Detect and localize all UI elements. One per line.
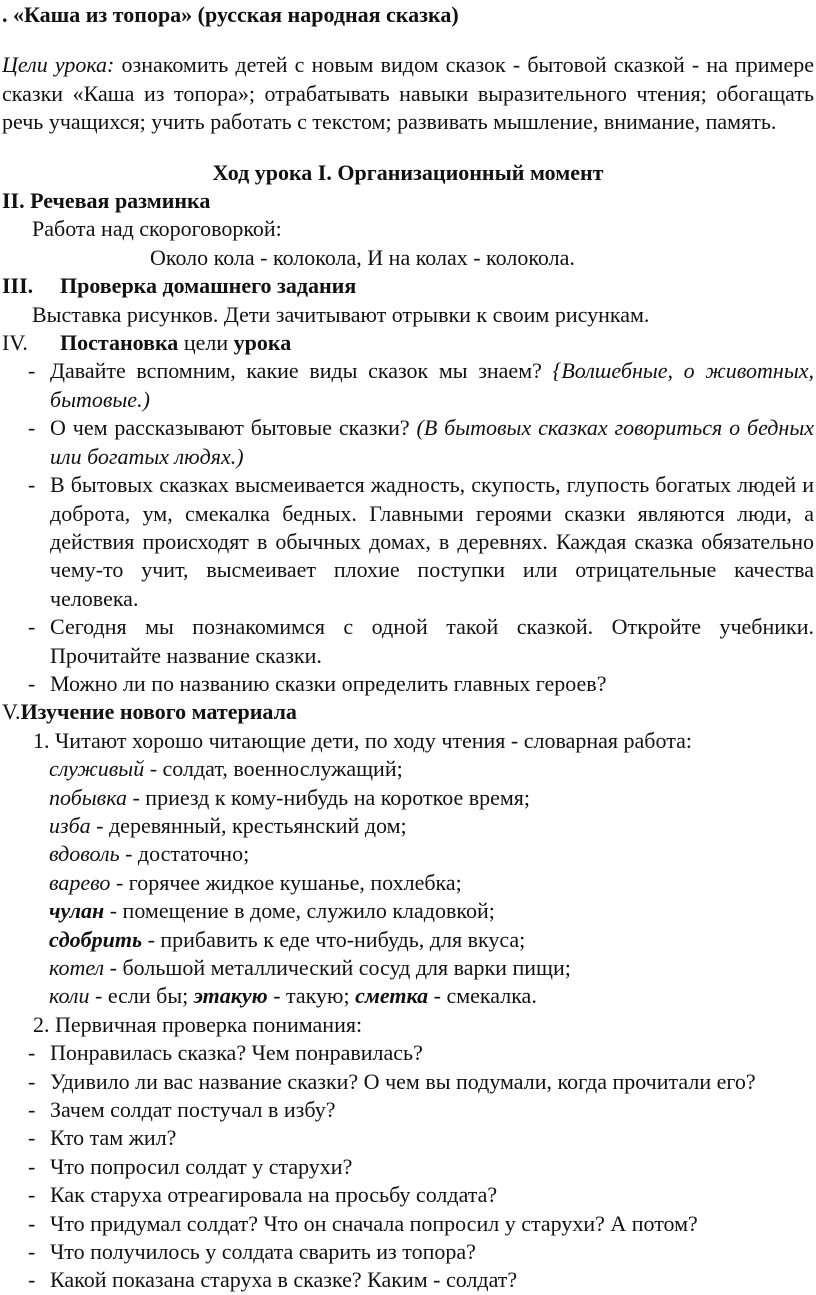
dash-marker: - <box>28 1125 36 1151</box>
step1-line: 1. Читают хорошо читающие дети, по ходу чтения - словарная работа: <box>33 727 692 753</box>
list-item <box>2 414 814 471</box>
vocab-row <box>2 869 814 897</box>
list-item-answer: (В бытовых сказках говориться о бедных или богатых людях.) <box>50 415 814 469</box>
dash-marker: - <box>28 1239 36 1265</box>
section5-number: V. <box>2 699 21 725</box>
vocab-row <box>2 755 814 783</box>
vocab-word: служивый <box>49 756 145 782</box>
vocab-word: котел <box>49 955 105 980</box>
section4-title-bold1: Постановка <box>60 330 179 356</box>
question-item <box>2 1153 814 1181</box>
vocab-definition: - такую; <box>267 983 356 1009</box>
question-item <box>2 1181 814 1209</box>
vocab-definition: - смекалка. <box>428 983 537 1009</box>
question-item <box>2 1068 814 1096</box>
vocab-row <box>2 784 814 812</box>
lesson-heading: Ход урока I. Организационный момент <box>212 159 604 185</box>
vocab-word: вдоволь <box>49 841 120 867</box>
section5-title: Изучение нового материала <box>20 699 297 725</box>
vocab-row <box>2 840 814 868</box>
list-item <box>2 670 814 698</box>
goals-text: ознакомить детей с новым видом сказок - бытовой сказкой - на примере сказки «Каша из топора»; отрабатывать навыки выразительного чтения; обогащать речь учащихся; учить работать с текстом; развивать мышление, внимание, память. <box>2 52 815 135</box>
vocab-definition: - достаточно; <box>119 841 250 867</box>
question-text: Что получилось у солдата сварить из топора? <box>50 1239 476 1265</box>
dash-marker: - <box>28 1153 36 1179</box>
section4-heading <box>2 329 814 357</box>
goals-label: Цели урока: <box>2 52 115 78</box>
dash-marker: - <box>28 1040 36 1066</box>
section4-number: IV. <box>2 330 28 356</box>
vocab-word: сдобрить <box>49 926 143 952</box>
question-text: Понравилась сказка? Чем понравилась? <box>50 1040 423 1066</box>
vocab-definition: - если бы; <box>89 983 194 1009</box>
list-item <box>2 471 814 613</box>
question-text: Удивило ли вас название сказки? О чем вы подумали, когда прочитали его? <box>50 1068 756 1094</box>
question-item <box>2 1124 814 1152</box>
vocab-word: сметка <box>355 983 429 1009</box>
dash-marker: - <box>28 670 36 696</box>
dash-marker: - <box>28 1267 36 1293</box>
list-item <box>2 357 814 414</box>
document-page <box>2 1 814 1295</box>
vocab-word: побывка <box>49 784 127 810</box>
list-item-text: Сегодня мы познакомимся с одной такой сказкой. Откройте учебники. Прочитайте название сказки. <box>50 614 814 668</box>
section3-line: Выставка рисунков. Дети зачитывают отрывки к своим рисункам. <box>32 301 650 327</box>
tongue-twister: Около кола - колокола, И на колах - колокола. <box>150 244 575 270</box>
list-item-text: Можно ли по названию сказки определить главных героев? <box>50 670 607 696</box>
dash-marker: - <box>28 415 36 441</box>
question-item <box>2 1039 814 1067</box>
list-item-text: О чем рассказывают бытовые сказки? <box>50 415 417 441</box>
vocab-word: коли <box>49 983 90 1009</box>
dash-marker: - <box>28 1068 36 1094</box>
section3-heading <box>2 272 814 300</box>
dash-marker: - <box>28 358 36 384</box>
question-text: Кто там жил? <box>50 1125 177 1151</box>
dash-marker: - <box>28 1210 36 1236</box>
section4-title-normal: цели <box>178 330 234 356</box>
section2-line: Работа над скороговоркой: <box>32 216 282 242</box>
vocab-definition: - горячее жидкое кушанье, похлебка; <box>110 869 462 895</box>
vocab-definition: - большой металлический сосуд для варки пищи; <box>104 955 571 980</box>
vocab-row <box>2 812 814 840</box>
vocab-row <box>2 982 814 1010</box>
question-item <box>2 1238 814 1266</box>
vocab-word: изба <box>49 812 91 838</box>
question-text: Что придумал солдат? Что он сначала попросил у старухи? А потом? <box>50 1210 698 1236</box>
document-title: . «Каша из топора» (русская народная сказка) <box>2 2 459 27</box>
question-text: Как старуха отреагировала на просьбу солдата? <box>50 1182 498 1208</box>
section2-heading: II. Речевая разминка <box>2 188 211 214</box>
section3-number: III. <box>2 273 34 299</box>
list-item-text: Давайте вспомним, какие виды сказок мы знаем? <box>50 358 553 384</box>
vocab-row <box>2 954 814 982</box>
vocab-definition: - деревянный, крестьянский дом; <box>90 812 407 838</box>
section3-title: Проверка домашнего задания <box>60 273 357 299</box>
list-item-answer: {Волшебные, о животных, бытовые.) <box>50 358 814 412</box>
vocab-word: этакую <box>193 983 268 1009</box>
lesson-goals <box>2 51 814 136</box>
dash-marker: - <box>28 1182 36 1208</box>
vocab-word: чулан <box>49 898 105 924</box>
vocab-definition: - приезд к кому-нибудь на короткое время; <box>126 784 531 810</box>
question-text: Что попросил солдат у старухи? <box>50 1153 353 1179</box>
vocab-row <box>2 926 814 954</box>
question-item <box>2 1266 814 1294</box>
section5-heading <box>2 698 814 726</box>
question-text: Зачем солдат постучал в избу? <box>50 1097 336 1123</box>
list-item-text: В бытовых сказках высмеивается жадность, скупость, глупость богатых людей и доброта, ум, смекалка бедных. Главными героями сказки являются люди, а действия происходят в обычных домах, в деревнях. Каждая сказка обязательно чему-то учит, высмеивает плохие поступки или отрицательные качества человека. <box>50 472 814 611</box>
dash-marker: - <box>28 614 36 640</box>
section4-title-bold2: урока <box>233 330 292 356</box>
vocab-definition: - помещение в доме, служило кладовкой; <box>104 898 495 924</box>
list-item <box>2 613 814 670</box>
step2-line: 2. Первичная проверка понимания: <box>33 1011 363 1037</box>
dash-marker: - <box>28 1097 36 1123</box>
question-item <box>2 1096 814 1124</box>
question-item <box>2 1210 814 1238</box>
question-text: Какой показана старуха в сказке? Каким - солдат? <box>50 1267 518 1293</box>
vocab-row <box>2 897 814 925</box>
dash-marker: - <box>28 472 36 498</box>
vocab-definition: - прибавить к еде что-нибудь, для вкуса; <box>142 926 526 952</box>
vocab-definition: - солдат, военнослужащий; <box>144 756 403 782</box>
vocab-word: варево <box>49 869 111 895</box>
